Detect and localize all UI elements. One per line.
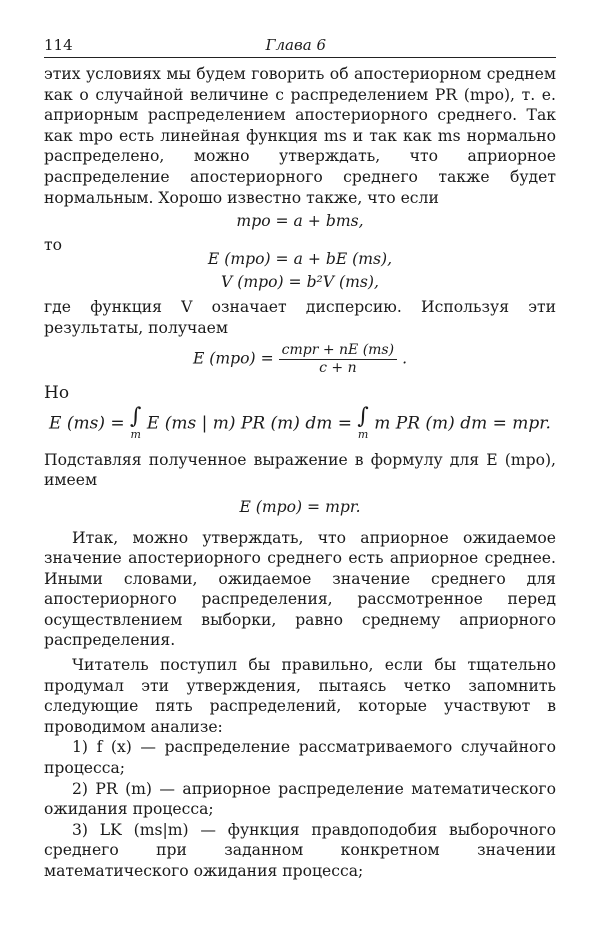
integral-symbol: ∫ [130, 403, 142, 429]
fraction [279, 342, 397, 377]
formula-integral-middle: E (ms | m) PR (m) dm = [146, 413, 352, 434]
integral-sign [130, 403, 142, 442]
book-page [44, 36, 556, 882]
fraction-denominator: c + n [319, 360, 357, 377]
integral-symbol: ∫ [357, 403, 369, 429]
paragraph-intro: этих условиях мы будем говорить об апостериорном среднем как о случайной величине с распределением PR (mpo), т. е. априорным распределением апостериорного среднего. Так как mpo есть линейная функция ms и так как ms нормально распределено, можно утверждать, что априорное распределение апостериорного среднего также будет нормальным. Хорошо известно также, что если [44, 65, 556, 207]
formula-integral-rhs: m PR (m) dm = mpr. [374, 413, 551, 434]
formula-result: E (mpo) = mpr. [239, 497, 361, 516]
chapter-title: Глава 6 [265, 36, 326, 54]
formula-fraction-end: . [402, 349, 408, 368]
list-item-1: 1) f (x) — распределение рассматриваемого случайного процесса; [44, 738, 556, 778]
paragraph-substitute: Подставляя полученное выражение в формулу для E (mpo), имеем [44, 450, 556, 490]
formula-group-expectation-variance [44, 235, 556, 293]
paragraph-conclusion: Итак, можно утверждать, что априорное ожидаемое значение апостериорного среднего есть априорное среднее. Иными словами, ожидаемое значение среднего для апостериорного распределения, рассмотренное перед осуществлением выборки, равно среднему априорного распределения. [44, 528, 556, 650]
formula-fraction-lhs: E (mpo) = [192, 349, 274, 368]
paragraph-reader: Читатель поступил бы правильно, если бы тщательно продумал эти утверждения, пытаясь четко запомнить следующие пять распределений, которые участвуют в проводимом анализе: [44, 656, 556, 736]
integral-sign [357, 403, 369, 442]
integral-subscript: m [130, 427, 141, 441]
label-to: то [44, 235, 63, 254]
page-header [44, 36, 556, 58]
page-body [44, 64, 556, 882]
formula-variance: V (mpo) = b²V (ms), [221, 273, 379, 292]
integral-subscript: m [357, 427, 369, 441]
list-item-2: 2) PR (m) — априорное распределение математического ожидания процесса; [44, 779, 556, 819]
paragraph-variance: где функция V означает дисперсию. Используя эти результаты, получаем [44, 297, 556, 337]
fraction-numerator: cmpr + nE (ms) [279, 342, 397, 360]
formula-linear: mpo = a + bms, [236, 212, 364, 231]
formula-expectation: E (mpo) = a + bE (ms), [207, 249, 393, 268]
page-number: 114 [44, 36, 73, 54]
label-but: Но [44, 383, 70, 404]
formula-fraction [44, 342, 556, 377]
formula-integral-lhs: E (ms) = [49, 413, 125, 434]
formula-integral [44, 403, 556, 442]
list-item-3: 3) LK (ms|m) — функция правдоподобия выборочного среднего при заданном конкретном значении математического ожидания процесса; [44, 820, 556, 880]
